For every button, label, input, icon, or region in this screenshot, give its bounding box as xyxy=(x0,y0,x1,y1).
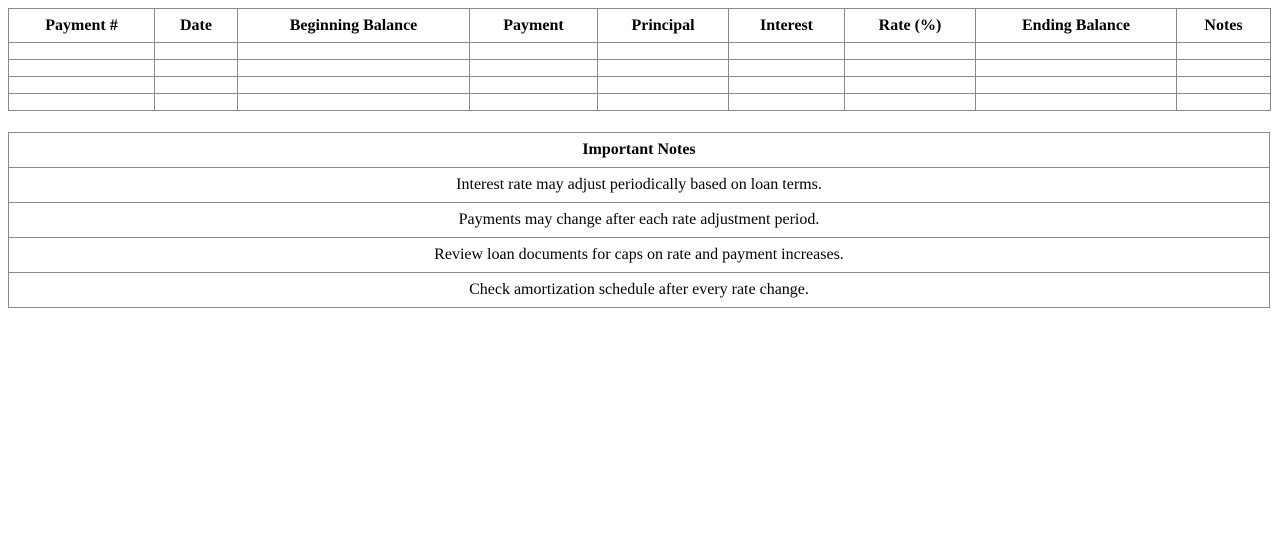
cell-principal xyxy=(598,77,729,94)
cell-rate xyxy=(845,94,976,111)
cell-date xyxy=(155,60,238,77)
header-beginning-balance: Beginning Balance xyxy=(238,9,470,43)
cell-ending-balance xyxy=(976,43,1177,60)
cell-ending-balance xyxy=(976,60,1177,77)
cell-payment-number xyxy=(9,43,155,60)
cell-payment xyxy=(470,60,598,77)
cell-notes xyxy=(1177,77,1271,94)
header-payment: Payment xyxy=(470,9,598,43)
cell-notes xyxy=(1177,60,1271,77)
list-item xyxy=(9,203,1270,238)
list-item xyxy=(9,273,1270,308)
cell-date xyxy=(155,77,238,94)
cell-beginning-balance xyxy=(238,94,470,111)
cell-principal xyxy=(598,43,729,60)
cell-interest xyxy=(729,43,845,60)
table-row xyxy=(9,43,1271,60)
notes-header-row xyxy=(9,133,1270,168)
note-text: Interest rate may adjust periodically based on loan terms. xyxy=(9,168,1270,203)
cell-principal xyxy=(598,94,729,111)
cell-beginning-balance xyxy=(238,60,470,77)
table-row xyxy=(9,94,1271,111)
important-notes-table xyxy=(8,132,1270,308)
cell-ending-balance xyxy=(976,77,1177,94)
schedule-header-row xyxy=(9,9,1271,43)
cell-payment-number xyxy=(9,94,155,111)
list-item xyxy=(9,168,1270,203)
header-payment-number: Payment # xyxy=(9,9,155,43)
notes-title: Important Notes xyxy=(9,133,1270,168)
header-rate: Rate (%) xyxy=(845,9,976,43)
header-date: Date xyxy=(155,9,238,43)
cell-payment-number xyxy=(9,60,155,77)
cell-payment-number xyxy=(9,77,155,94)
cell-interest xyxy=(729,60,845,77)
cell-beginning-balance xyxy=(238,77,470,94)
cell-date xyxy=(155,43,238,60)
header-principal: Principal xyxy=(598,9,729,43)
cell-rate xyxy=(845,77,976,94)
cell-payment xyxy=(470,43,598,60)
note-text: Check amortization schedule after every rate change. xyxy=(9,273,1270,308)
cell-rate xyxy=(845,60,976,77)
cell-payment xyxy=(470,94,598,111)
note-text: Review loan documents for caps on rate and payment increases. xyxy=(9,238,1270,273)
header-ending-balance: Ending Balance xyxy=(976,9,1177,43)
cell-date xyxy=(155,94,238,111)
cell-rate xyxy=(845,43,976,60)
cell-interest xyxy=(729,94,845,111)
cell-notes xyxy=(1177,94,1271,111)
table-row xyxy=(9,60,1271,77)
header-notes: Notes xyxy=(1177,9,1271,43)
note-text: Payments may change after each rate adjustment period. xyxy=(9,203,1270,238)
cell-payment xyxy=(470,77,598,94)
cell-principal xyxy=(598,60,729,77)
table-row xyxy=(9,77,1271,94)
cell-beginning-balance xyxy=(238,43,470,60)
cell-interest xyxy=(729,77,845,94)
list-item xyxy=(9,238,1270,273)
header-interest: Interest xyxy=(729,9,845,43)
cell-notes xyxy=(1177,43,1271,60)
cell-ending-balance xyxy=(976,94,1177,111)
amortization-schedule-table xyxy=(8,8,1271,111)
